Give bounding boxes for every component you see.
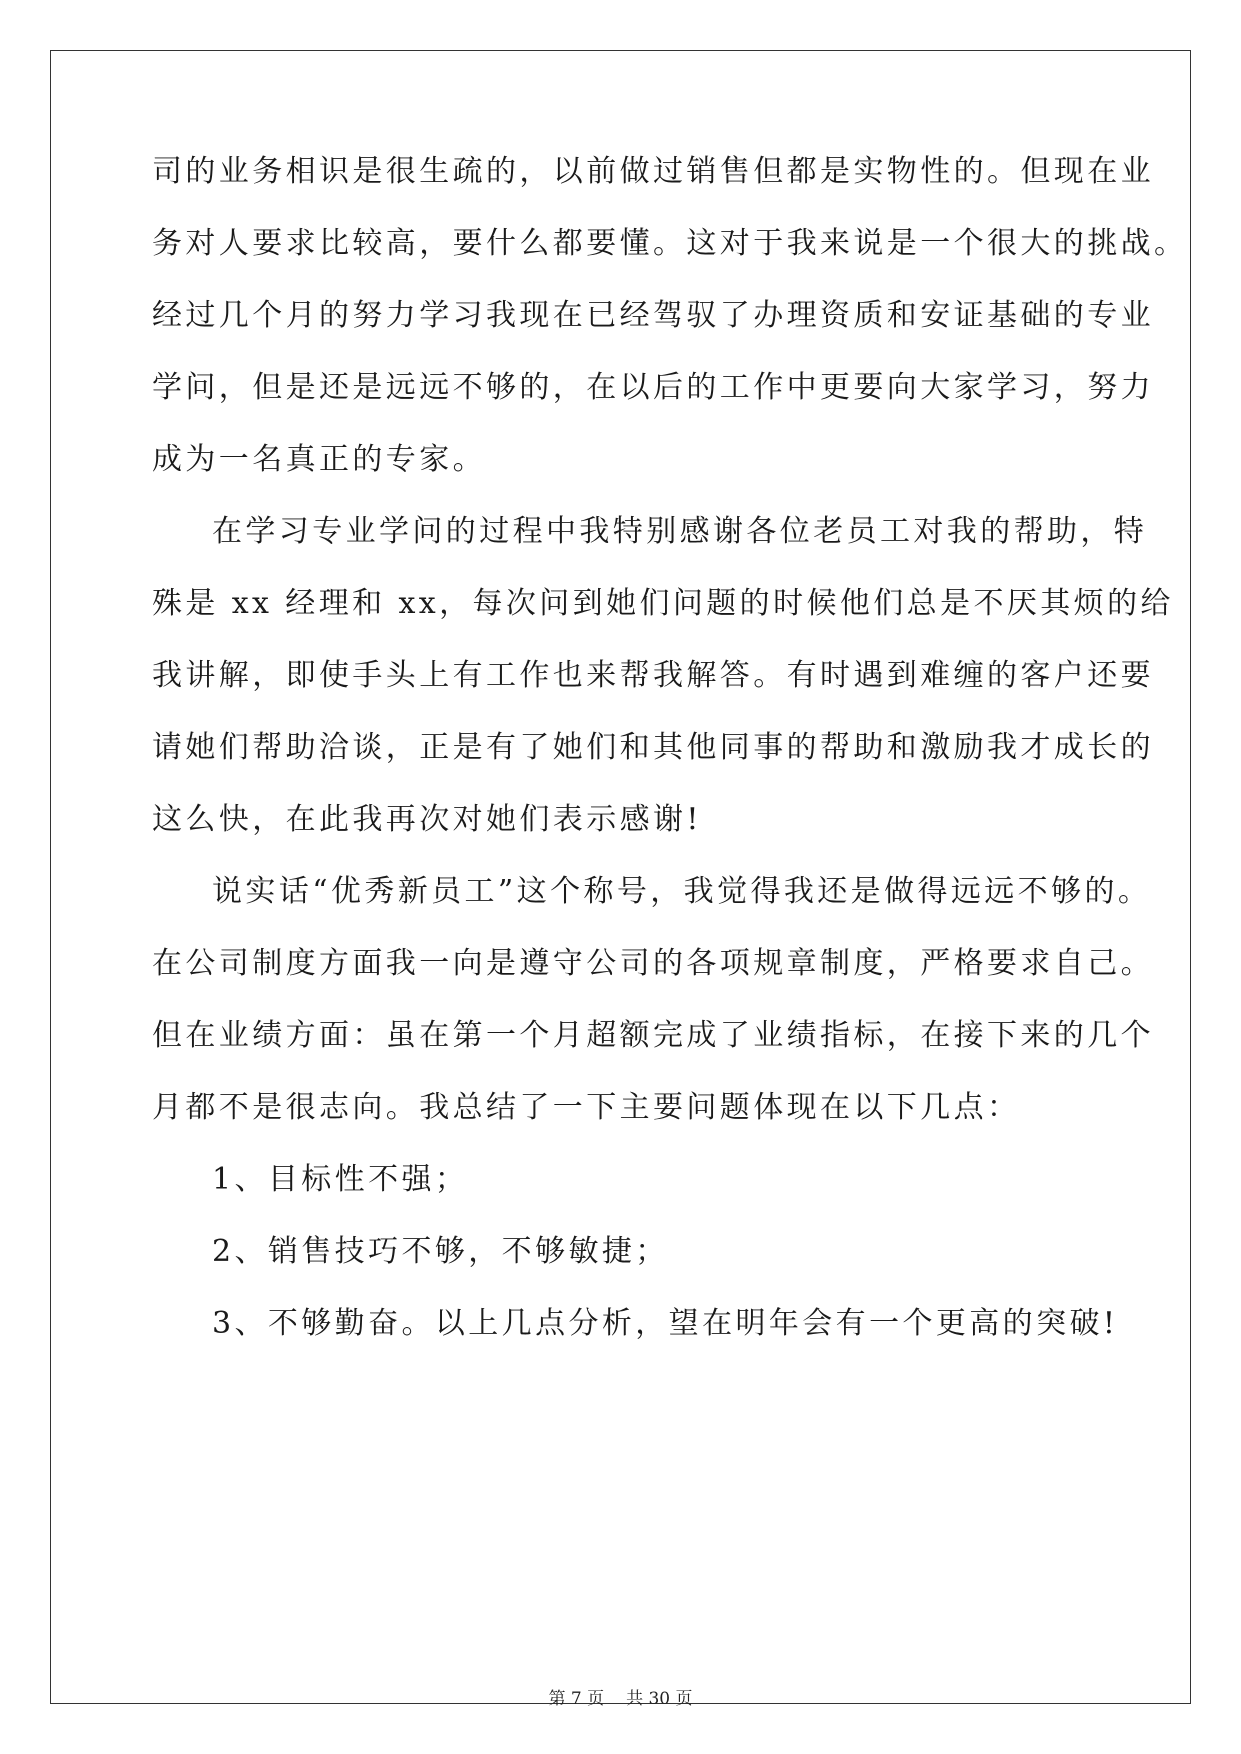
text-line: 殊是 xx 经理和 xx，每次问到她们问题的时候他们总是不厌其烦的给 (152, 586, 1174, 621)
paragraph-first-line: 在学习专业学问的过程中我特别感谢各位老员工对我的帮助，特 (212, 514, 1148, 549)
page-footer (0, 1688, 1241, 1710)
text-line: 我讲解，即使手头上有工作也来帮我解答。有时遇到难缠的客户还要 (152, 658, 1154, 693)
text-line: 这么快，在此我再次对她们表示感谢! (152, 802, 702, 837)
text-line: 月都不是很志向。我总结了一下主要问题体现在以下几点： (152, 1090, 1021, 1125)
page-number: 第 7 页 (548, 1689, 605, 1709)
text-line: 在公司制度方面我一向是遵守公司的各项规章制度，严格要求自己。 (152, 946, 1154, 981)
text-line: 但在业绩方面：虽在第一个月超额完成了业绩指标，在接下来的几个 (152, 1018, 1154, 1053)
text-line: 经过几个月的努力学习我现在已经驾驭了办理资质和安证基础的专业 (152, 298, 1154, 333)
list-item: 3、不够勤奋。以上几点分析，望在明年会有一个更高的突破! (212, 1306, 1119, 1341)
list-item: 1、目标性不强； (212, 1162, 469, 1197)
text-line: 成为一名真正的专家。 (152, 442, 486, 477)
text-line: 务对人要求比较高，要什么都要懂。这对于我来说是一个很大的挑战。 (152, 226, 1188, 261)
page-total: 共 30 页 (626, 1689, 693, 1709)
paragraph-first-line: 说实话“优秀新员工”这个称号，我觉得我还是做得远远不够的。 (212, 874, 1152, 909)
list-item: 2、销售技巧不够，不够敏捷； (212, 1234, 669, 1269)
text-line: 学问，但是还是远远不够的，在以后的工作中更要向大家学习，努力 (152, 370, 1154, 405)
text-line: 司的业务相识是很生疏的，以前做过销售但都是实物性的。但现在业 (152, 154, 1154, 189)
text-line: 请她们帮助洽谈，正是有了她们和其他同事的帮助和激励我才成长的 (152, 730, 1154, 765)
